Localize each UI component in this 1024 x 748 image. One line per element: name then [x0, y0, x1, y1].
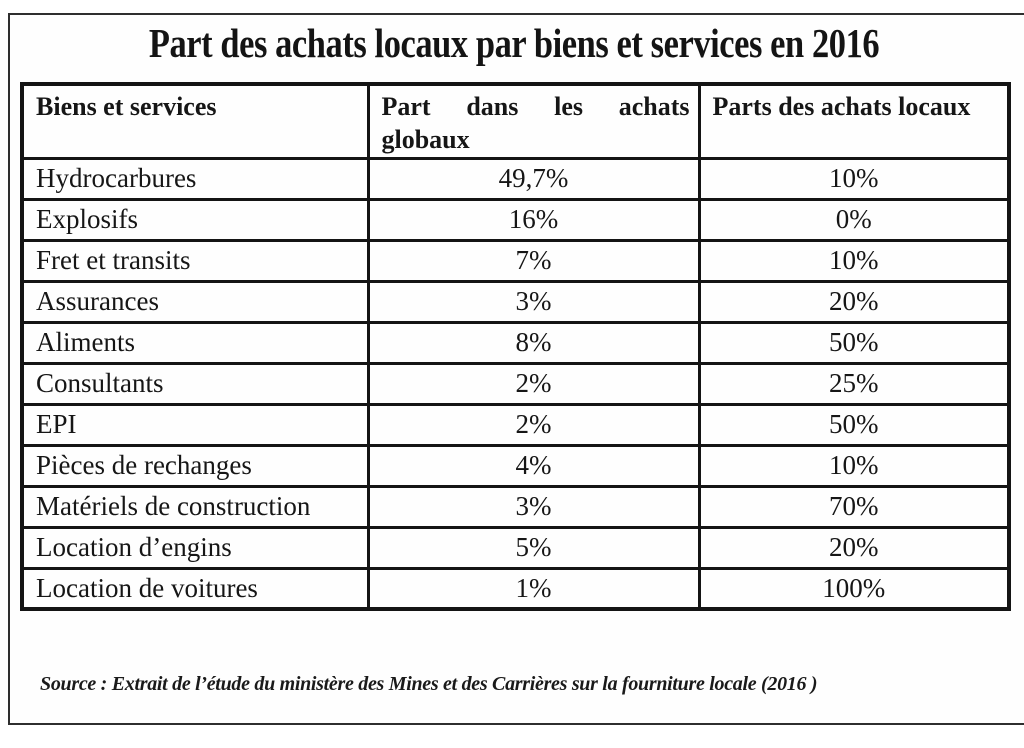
table-row	[22, 445, 1009, 486]
global-share-value: 7%	[368, 240, 699, 281]
column-header-biens-et-services: Biens et services	[22, 84, 368, 158]
page-title: Part des achats locaux par biens et services en 2016	[148, 20, 880, 66]
row-label: Aliments	[22, 322, 368, 363]
table-row	[22, 363, 1009, 404]
global-share-value: 1%	[368, 568, 699, 609]
local-share-value: 100%	[699, 568, 1009, 609]
local-share-value: 10%	[699, 445, 1009, 486]
source-note: Source : Extrait de l’étude du ministère des Mines et des Carrières sur la fourniture locale (2016 )	[40, 673, 818, 695]
global-share-value: 5%	[368, 527, 699, 568]
table-row	[22, 240, 1009, 281]
global-share-value: 8%	[368, 322, 699, 363]
document-frame	[8, 13, 1024, 725]
data-table	[20, 82, 1011, 611]
local-share-value: 25%	[699, 363, 1009, 404]
table-row	[22, 158, 1009, 199]
row-label: Pièces de rechanges	[22, 445, 368, 486]
local-share-value: 50%	[699, 404, 1009, 445]
global-share-value: 2%	[368, 404, 699, 445]
column-header-parts-achats-locaux: Parts des achats locaux	[699, 84, 1009, 158]
local-share-value: 20%	[699, 527, 1009, 568]
table-row	[22, 486, 1009, 527]
local-share-value: 50%	[699, 322, 1009, 363]
table-row	[22, 568, 1009, 609]
table-row	[22, 527, 1009, 568]
table-row	[22, 199, 1009, 240]
table-row	[22, 322, 1009, 363]
table-row	[22, 404, 1009, 445]
column-header-part-achats-globaux: Part dans les achats globaux	[368, 84, 699, 158]
local-share-value: 70%	[699, 486, 1009, 527]
row-label: Hydrocarbures	[22, 158, 368, 199]
local-share-value: 0%	[699, 199, 1009, 240]
global-share-value: 4%	[368, 445, 699, 486]
table-header-row	[22, 84, 1009, 158]
local-share-value: 10%	[699, 158, 1009, 199]
global-share-value: 16%	[368, 199, 699, 240]
global-share-value: 3%	[368, 281, 699, 322]
local-share-value: 10%	[699, 240, 1009, 281]
global-share-value: 3%	[368, 486, 699, 527]
row-label: Matériels de construction	[22, 486, 368, 527]
local-share-value: 20%	[699, 281, 1009, 322]
row-label: Consultants	[22, 363, 368, 404]
row-label: Fret et transits	[22, 240, 368, 281]
row-label: EPI	[22, 404, 368, 445]
global-share-value: 2%	[368, 363, 699, 404]
row-label: Location de voitures	[22, 568, 368, 609]
table-row	[22, 281, 1009, 322]
row-label: Assurances	[22, 281, 368, 322]
row-label: Explosifs	[22, 199, 368, 240]
global-share-value: 49,7%	[368, 158, 699, 199]
row-label: Location d’engins	[22, 527, 368, 568]
